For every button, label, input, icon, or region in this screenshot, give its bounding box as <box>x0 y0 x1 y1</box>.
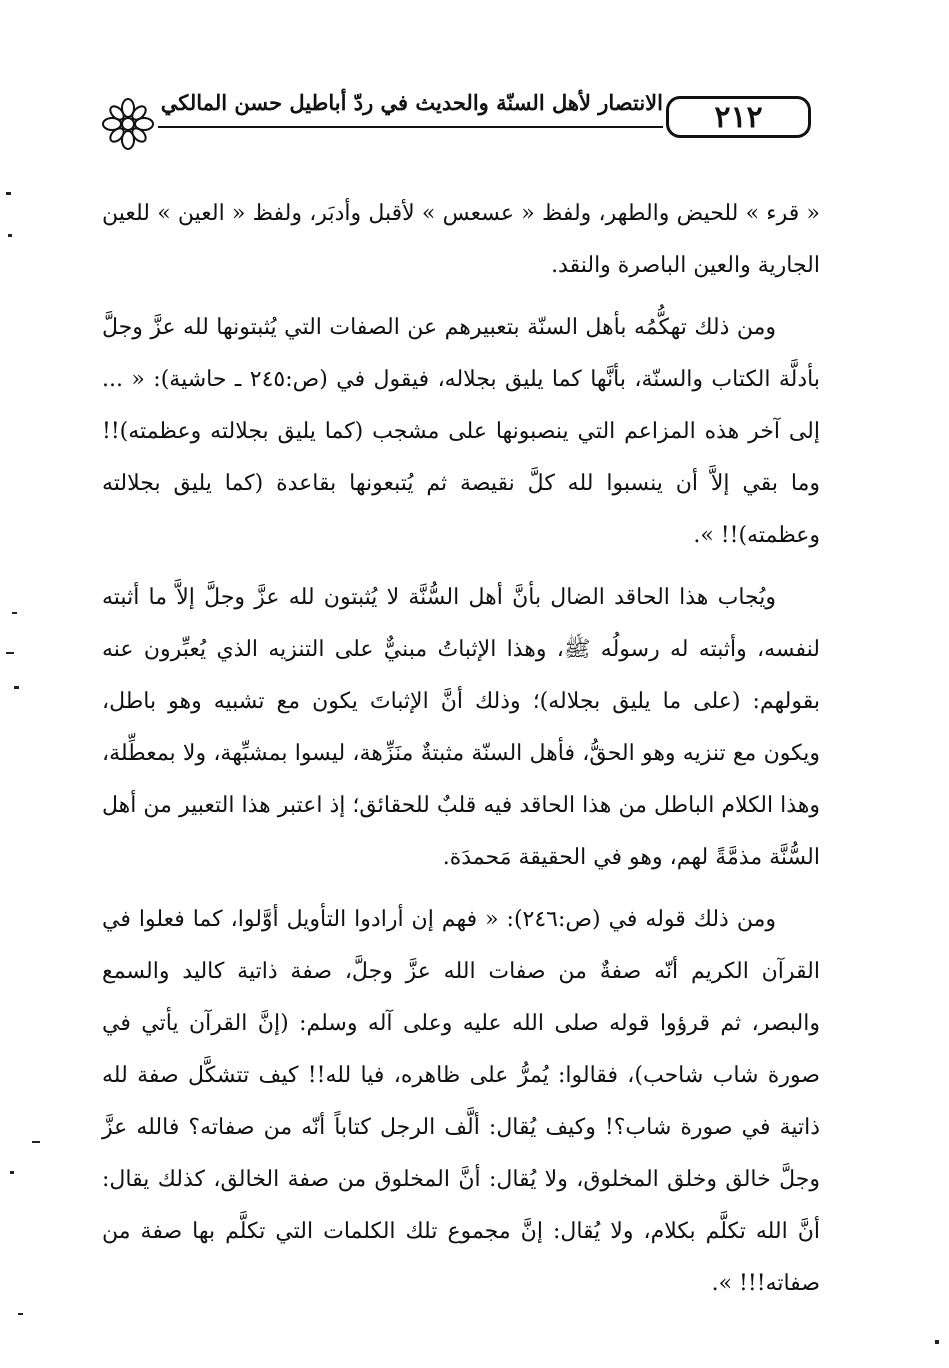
running-title: الانتصار لأهل السنّة والحديث في ردّ أباطيل حسن المالكي <box>160 90 663 115</box>
scan-mark <box>32 1141 40 1143</box>
paragraph-1: « قرء » للحيض والطهر، ولفظ « عسعس » لأقبل وأدبَر، ولفظ « العين » للعين الجارية والعين الباصرة والنقد. <box>102 201 820 278</box>
flower-ornament-icon <box>100 96 156 152</box>
scan-mark <box>6 192 11 195</box>
scan-mark <box>10 1171 14 1174</box>
page-body <box>102 188 820 1320</box>
paragraph-2: ومن ذلك تهكُّمُه بأهل السنّة بتعبيرهم عن الصفات التي يُثبتونها لله عزَّ وجلَّ بأدلَّة الكتاب والسنّة، بأنَّها كما يليق بجلاله، فيقول في (ص:٢٤٥ ـ حاشية): « ... إلى آخر هذه المزاعم التي ينصبونها على مشجب (كما يليق بجلالته وعظمته)!! وما بقي إلاَّ أن ينسبوا لله كلَّ نقيصة ثم يُتبعونها بقاعدة (كما يليق بجلالته وعظمته)!! ». <box>102 315 821 548</box>
scan-mark <box>18 1313 23 1315</box>
scan-mark <box>6 652 14 654</box>
scan-mark <box>12 612 17 614</box>
page-number: ٢١٢ <box>666 96 811 138</box>
scan-mark <box>935 1340 939 1344</box>
paragraph-3: ويُجاب هذا الحاقد الضال بأنَّ أهل السُّنَّة لا يُثبتون لله عزَّ وجلَّ إلاَّ ما أثبته لنفسه، وأثبته له رسولُه ﷺ، وهذا الإثباتُ مبنيٌّ على التنزيه الذي يُعبِّرون عنه بقولهم: (على ما يليق بجلاله)؛ وذلك أنَّ الإثباتَ يكون مع تشبيه وهو باطل، ويكون مع تنزيه وهو الحقُّ، فأهل السنّة مثبتةٌ منَزِّهة، ليسوا بمشبِّهة، ولا بمعطِّلة، وهذا الكلام الباطل من هذا الحاقد فيه قلبٌ للحقائق؛ إذ اعتبر هذا التعبير من أهل السُّنَّة مذمَّةً لهم، وهو في الحقيقة مَحمدَة. <box>102 585 820 870</box>
header-rule <box>158 126 663 128</box>
page-header <box>100 88 820 148</box>
paragraph-4: ومن ذلك قوله في (ص:٢٤٦): « فهم إن أرادوا التأويل أوَّلوا، كما فعلوا في القرآن الكريم أنّه صفةٌ من صفات الله عزَّ وجلَّ، صفة ذاتية كاليد والسمع والبصر، ثم قرؤوا قوله صلى الله عليه وعلى آله وسلم: (إنَّ القرآن يأتي في صورة شاب شاحب)، فقالوا: يُمرُّ على ظاهره، فيا لله!! كيف تتشكَّل صفة لله ذاتية في صورة شاب؟! وكيف يُقال: ألَّف الرجل كتاباً أنّه من صفاته؟ فالله عزَّ وجلَّ خالق وخلق المخلوق، ولا يُقال: أنَّ المخلوق من صفة الخالق، كذلك يقال: أنَّ الله تكلَّم بكلام، ولا يُقال: إنَّ مجموع تلك الكلمات التي تكلَّم بها صفة من صفاته!!! ». <box>102 907 820 1296</box>
scan-mark <box>14 686 19 689</box>
scan-mark <box>8 234 12 237</box>
